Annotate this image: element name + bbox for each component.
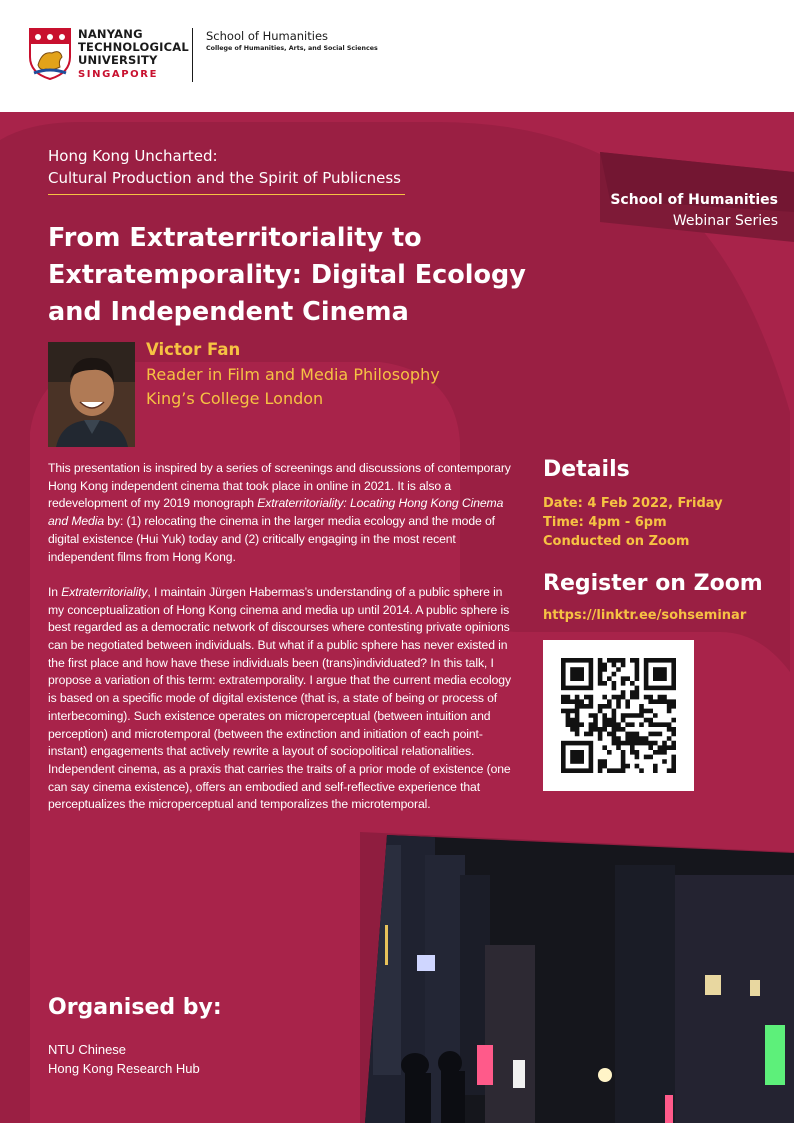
university-line: TECHNOLOGICAL bbox=[78, 40, 189, 54]
organiser-name: Hong Kong Research Hub bbox=[48, 1061, 200, 1076]
university-line: NANYANG bbox=[78, 27, 143, 41]
series-divider bbox=[48, 194, 405, 195]
register-heading: Register on Zoom bbox=[543, 571, 763, 596]
speaker-photo bbox=[48, 342, 135, 447]
abstract-paragraph bbox=[48, 584, 513, 814]
speaker-role: Reader in Film and Media Philosophy bbox=[146, 365, 440, 384]
page-header bbox=[0, 0, 794, 112]
university-country: SINGAPORE bbox=[78, 69, 159, 80]
ntu-crest-icon bbox=[28, 27, 72, 81]
abstract-text: In bbox=[48, 584, 62, 599]
series-title: Hong Kong Uncharted: bbox=[48, 147, 218, 165]
webinar-series-label: School of Humanities bbox=[610, 192, 778, 208]
book-title: Extraterritoriality: Locating Hong Kong Cinema and Media bbox=[48, 496, 504, 529]
talk-title: From Extraterritoriality to Extratemporality: Digital Ecology and Independent Cinema bbox=[48, 223, 526, 327]
city-night-photo bbox=[365, 835, 794, 1123]
college-name: College of Humanities, Arts, and Social Sciences bbox=[206, 45, 378, 52]
poster-body bbox=[0, 112, 794, 1123]
event-venue: Conducted on Zoom bbox=[543, 534, 690, 549]
abstract-text: by: (1) relocating the cinema in the larger media ecology and the mode of digital existence (Hui Yuk) today and (2) critically engaging in the most recent independent films from Hong Kong. bbox=[48, 514, 495, 564]
abstract-text: , I maintain Jürgen Habermas’s understanding of a public sphere in my conceptualization of Hong Kong cinema and media up until 2014. A public sphere is best regarded as a democratic network of discourses where contesting private opinions can be negotiated between individuals. But what if a public sphere has never existed in the first place and how have these individuals been (trans)individuated? In this talk, I propose a variation of this term: extratemporality. I argue that the current media ecology is based on a specific mode of digital existence (that is, a state of being or process of interbecoming). Such existence operates on microperceptual (between intuition and perception) and microtemporal (between the extinction and initiation of each point-instant) engagements that actively rewrite a layout of sociopolitical relationalities. Independent cinema, as a praxis that carries the traits of a prior mode of existence (one can say cinema existence), offers an embodied and self-reflective experience that perceptualizes the microperceptual and temporalizes the microtemporal. bbox=[48, 584, 511, 812]
organiser-name: NTU Chinese bbox=[48, 1042, 127, 1057]
organiser-heading: Organised by: bbox=[48, 995, 222, 1020]
header-divider bbox=[192, 28, 193, 82]
event-time: Time: 4pm - 6pm bbox=[543, 515, 667, 530]
series-subtitle: Cultural Production and the Spirit of Publicness bbox=[48, 169, 401, 187]
university-wordmark bbox=[78, 28, 189, 81]
speaker-name: Victor Fan bbox=[146, 340, 241, 359]
qr-code-icon[interactable] bbox=[543, 640, 694, 791]
registration-link[interactable]: https://linktr.ee/sohseminar bbox=[543, 608, 747, 623]
abstract-text: This presentation is inspired by a series of screenings and discussions of contemporary Hong Kong independent cinema that took place in online in 2021. It is also a redevelopment of my 2019 monograph bbox=[48, 461, 511, 511]
speaker-institution: King’s College London bbox=[146, 389, 324, 408]
abstract-paragraph bbox=[48, 460, 513, 566]
event-date: Date: 4 Feb 2022, Friday bbox=[543, 496, 723, 511]
details-heading: Details bbox=[543, 457, 630, 482]
book-title: Extraterritoriality bbox=[61, 584, 148, 599]
school-name: School of Humanities bbox=[206, 29, 329, 43]
university-line: UNIVERSITY bbox=[78, 53, 158, 67]
webinar-series-sublabel: Webinar Series bbox=[672, 213, 778, 229]
abstract bbox=[48, 460, 513, 832]
